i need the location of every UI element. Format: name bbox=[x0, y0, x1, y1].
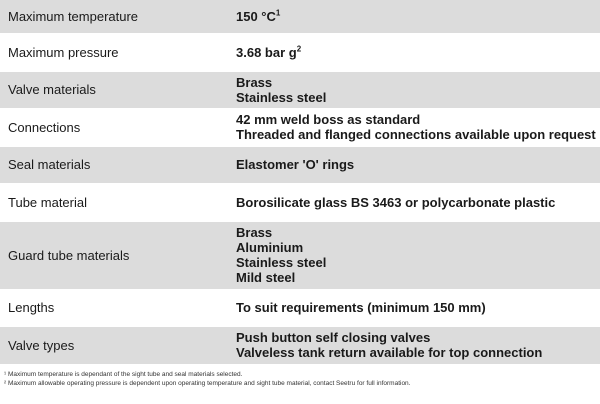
spec-row-tube-material bbox=[0, 183, 600, 221]
spec-value bbox=[236, 71, 600, 108]
spec-value-text: 150 °C bbox=[236, 8, 276, 24]
spec-value-text: 3.68 bar g bbox=[236, 44, 297, 60]
spec-value bbox=[236, 0, 600, 33]
spec-value-line: Threaded and flanged connections available upon request bbox=[236, 127, 596, 142]
footnotes bbox=[0, 365, 600, 388]
spec-value: Elastomer 'O' rings bbox=[236, 146, 600, 183]
footnote-ref: 2 bbox=[296, 44, 302, 54]
spec-label: Maximum temperature bbox=[0, 0, 236, 33]
spec-label: Valve types bbox=[0, 326, 236, 364]
spec-row-maximum-pressure bbox=[0, 33, 600, 71]
spec-value-line: Aluminium bbox=[236, 240, 304, 255]
spec-label: Valve materials bbox=[0, 71, 236, 108]
spec-label: Lengths bbox=[0, 289, 236, 326]
spec-value: Borosilicate glass BS 3463 or polycarbonate plastic bbox=[236, 183, 600, 221]
footnote-2: ² Maximum allowable operating pressure is dependent upon operating temperature and sight tube material, contact Seetru for full information. bbox=[4, 379, 411, 387]
spec-label: Guard tube materials bbox=[0, 221, 236, 289]
spec-row-maximum-temperature bbox=[0, 0, 600, 33]
spec-value-line: Brass bbox=[236, 74, 273, 90]
footnote-1: ¹ Maximum temperature is dependant of the sight tube and seal materials selected. bbox=[4, 370, 243, 378]
spec-label: Tube material bbox=[0, 183, 236, 221]
spec-value-line: 42 mm weld boss as standard bbox=[236, 112, 421, 127]
spec-value bbox=[236, 326, 600, 364]
spec-value-line: Brass bbox=[236, 225, 273, 240]
spec-row-guard-tube-materials bbox=[0, 221, 600, 289]
spec-value-line: Stainless steel bbox=[236, 255, 327, 270]
spec-value: To suit requirements (minimum 150 mm) bbox=[236, 289, 600, 326]
spec-value bbox=[236, 33, 600, 71]
spec-label: Maximum pressure bbox=[0, 33, 236, 71]
spec-row-lengths bbox=[0, 289, 600, 326]
spec-value-line: Mild steel bbox=[236, 270, 296, 285]
spec-row-connections bbox=[0, 108, 600, 146]
spec-label: Seal materials bbox=[0, 146, 236, 183]
spec-label: Connections bbox=[0, 108, 236, 146]
spec-value-line: Push button self closing valves bbox=[236, 330, 431, 345]
spec-row-valve-materials bbox=[0, 71, 600, 108]
spec-row-seal-materials bbox=[0, 146, 600, 183]
footnote-ref: 1 bbox=[275, 8, 281, 18]
spec-row-valve-types bbox=[0, 326, 600, 364]
spec-value bbox=[236, 108, 600, 146]
spec-value bbox=[236, 221, 600, 289]
spec-value-line: Valveless tank return available for top connection bbox=[236, 345, 543, 360]
spec-value-line: Stainless steel bbox=[236, 89, 327, 105]
